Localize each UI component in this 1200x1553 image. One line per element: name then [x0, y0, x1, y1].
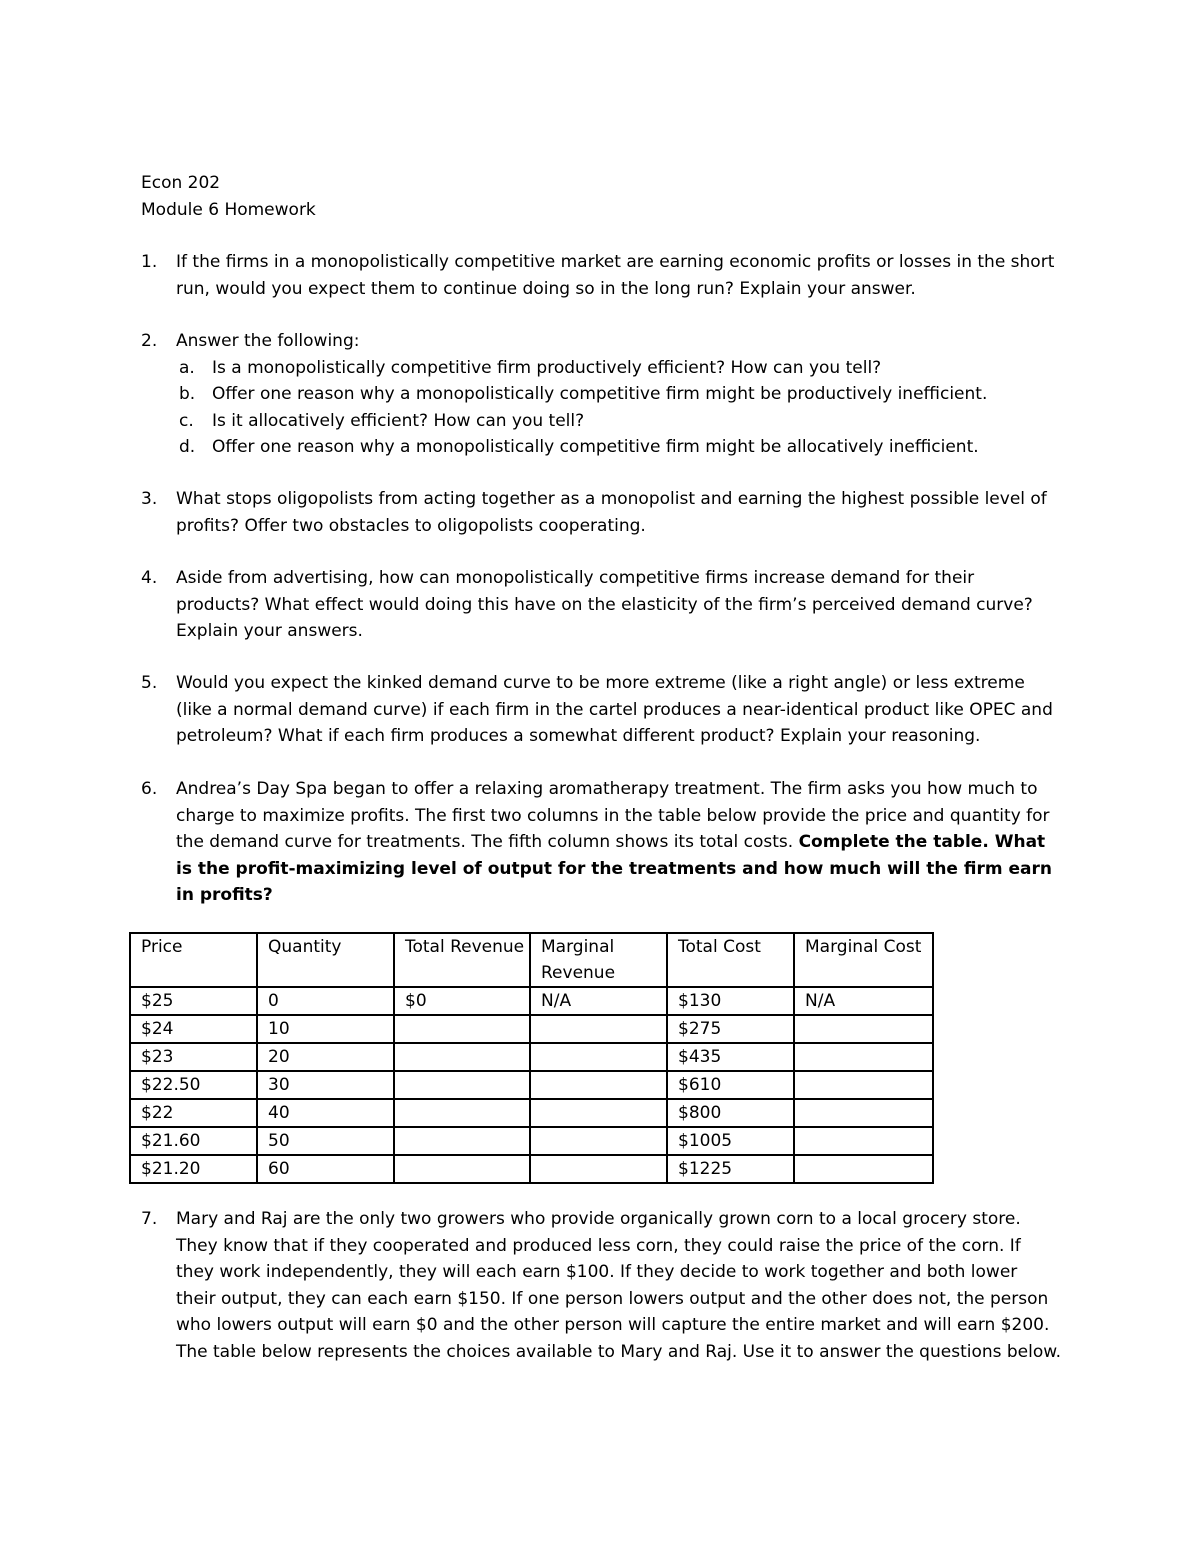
- table-cell: $22.50: [130, 1071, 257, 1099]
- question-4: [141, 565, 1061, 645]
- table-cell: $0: [394, 987, 530, 1015]
- table-cell: [530, 1071, 667, 1099]
- question-text: Aside from advertising, how can monopolistically competitive firms increase demand for their products? What effect would doing this have on the elasticity of the firm’s perceived demand curve? Explain your answers.: [176, 568, 1033, 641]
- sub-text: Offer one reason why a monopolistically competitive firm might be productively inefficient.: [212, 384, 988, 404]
- question-3: [141, 486, 1061, 539]
- table-cell: $435: [667, 1043, 794, 1071]
- sub-text: Is a monopolistically competitive firm productively efficient? How can you tell?: [212, 357, 882, 378]
- question-body: Andrea’s Day Spa began to offer a relaxing aromatherapy treatment. The firm asks you how much to charge to maximize profits. The first two columns in the table below provide the price and quantity for the demand curve for treatments. The fifth column shows its total costs.: [176, 779, 1050, 852]
- question-text: [176, 776, 1061, 909]
- question-1: [141, 249, 1061, 302]
- question-7: [141, 1206, 1061, 1365]
- column-header: Marginal Revenue: [530, 933, 667, 987]
- table-cell: $1225: [667, 1155, 794, 1183]
- sub-question-c: [141, 408, 1061, 435]
- question-5: [141, 670, 1061, 750]
- table-row: [130, 1127, 933, 1155]
- question-number: 3.: [141, 489, 158, 509]
- question-text: If the firms in a monopolistically competitive market are earning economic profits or losses in the short run, would you expect them to continue doing so in the long run? Explain your answer.: [176, 252, 1055, 299]
- table-cell: 40: [257, 1099, 394, 1127]
- table-cell: 20: [257, 1043, 394, 1071]
- table-cell: [794, 1155, 933, 1183]
- table-cell: 10: [257, 1015, 394, 1043]
- table-row: [130, 1099, 933, 1127]
- table-cell: [530, 1155, 667, 1183]
- table-row: [130, 1155, 933, 1183]
- table-cell: [794, 1015, 933, 1043]
- column-header: Total Cost: [667, 933, 794, 987]
- table-cell: N/A: [530, 987, 667, 1015]
- question-number: 6.: [141, 779, 158, 799]
- table-cell: [394, 1099, 530, 1127]
- question-number: 7.: [141, 1209, 158, 1229]
- question-text: Would you expect the kinked demand curve to be more extreme (like a right angle) or less extreme (like a normal demand curve) if each firm in the cartel produces a near-identical product like OPEC and petroleum? What if each firm produces a somewhat different product? Explain your reasoning.: [176, 673, 1053, 746]
- question-number: 1.: [141, 252, 158, 272]
- table-cell: [530, 1043, 667, 1071]
- table-row: [130, 987, 933, 1015]
- table-cell: $610: [667, 1071, 794, 1099]
- column-header: Price: [130, 933, 257, 987]
- sub-letter: b.: [179, 384, 196, 404]
- table-cell: $1005: [667, 1127, 794, 1155]
- table-row: [130, 1043, 933, 1071]
- table-cell: $275: [667, 1015, 794, 1043]
- table-cell: [530, 1015, 667, 1043]
- course-name: Econ 202: [141, 173, 221, 193]
- table-cell: [394, 1015, 530, 1043]
- question-2: [141, 328, 1061, 461]
- column-header: Total Revenue: [394, 933, 530, 987]
- sub-question-d: [141, 434, 1061, 461]
- table-row: [130, 1015, 933, 1043]
- table-cell: [530, 1099, 667, 1127]
- sub-text: Is it allocatively efficient? How can you tell?: [212, 410, 585, 431]
- table-cell: $24: [130, 1015, 257, 1043]
- table-cell: $21.20: [130, 1155, 257, 1183]
- table-cell: [394, 1043, 530, 1071]
- assignment-title: Module 6 Homework: [141, 199, 316, 220]
- sub-question-a: [141, 355, 1061, 382]
- table-cell: [394, 1155, 530, 1183]
- table-cell: 0: [257, 987, 394, 1015]
- table-cell: [794, 1099, 933, 1127]
- sub-text: Offer one reason why a monopolistically competitive firm might be allocatively inefficient.: [212, 437, 979, 457]
- sub-letter: d.: [179, 437, 196, 457]
- question-6: [141, 776, 1061, 909]
- table-cell: [794, 1043, 933, 1071]
- document-header: [141, 170, 316, 223]
- table-cell: $21.60: [130, 1127, 257, 1155]
- question-instruction: Complete the table. What is the profit-maximizing level of output for the treatments and how much will the firm earn in profits?: [176, 832, 1052, 905]
- column-header: Marginal Cost: [794, 933, 933, 987]
- table-cell: [394, 1071, 530, 1099]
- column-header: Quantity: [257, 933, 394, 987]
- table-cell: [394, 1127, 530, 1155]
- question-number: 5.: [141, 673, 158, 693]
- table-header-row: [130, 933, 933, 987]
- sub-letter: a.: [179, 357, 195, 378]
- table-cell: 30: [257, 1071, 394, 1099]
- sub-question-b: [141, 381, 1061, 408]
- table-row: [130, 1071, 933, 1099]
- table-cell: $800: [667, 1099, 794, 1127]
- table-cell: [530, 1127, 667, 1155]
- question-text: What stops oligopolists from acting together as a monopolist and earning the highest possible level of profits? Offer two obstacles to oligopolists cooperating.: [176, 489, 1047, 536]
- sub-letter: c.: [179, 410, 194, 431]
- table-cell: $23: [130, 1043, 257, 1071]
- table-cell: [794, 1071, 933, 1099]
- table-cell: 60: [257, 1155, 394, 1183]
- table-cell: $130: [667, 987, 794, 1015]
- table-cell: $25: [130, 987, 257, 1015]
- table-cell: N/A: [794, 987, 933, 1015]
- question-text: Mary and Raj are the only two growers who provide organically grown corn to a local grocery store. They know that if they cooperated and produced less corn, they could raise the price of the corn. If they work independently, they will each earn $100. If they decide to work together and both lower their output, they can each earn $150. If one person lowers output and the other does not, the person who lowers output will earn $0 and the other person will capture the entire market and will earn $200. The table below represents the choices available to Mary and Raj. Use it to answer the questions below.: [176, 1209, 1062, 1362]
- table-cell: $22: [130, 1099, 257, 1127]
- question-text: Answer the following:: [176, 331, 360, 351]
- table-cell: [794, 1127, 933, 1155]
- cost-revenue-table: [129, 932, 934, 1184]
- question-number: 4.: [141, 568, 158, 588]
- question-number: 2.: [141, 331, 158, 351]
- table-cell: 50: [257, 1127, 394, 1155]
